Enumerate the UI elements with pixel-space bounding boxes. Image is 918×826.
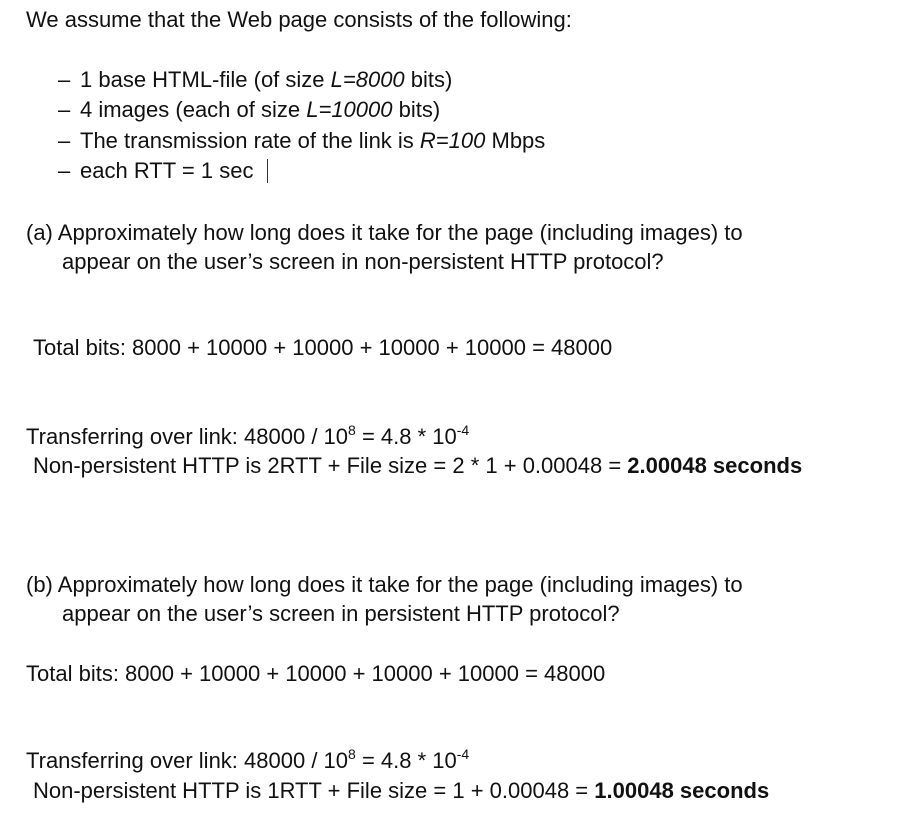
bullet-transmission-rate: – The transmission rate of the link is R=100 Mbps <box>58 128 546 153</box>
part-b-result-value: 1.00048 seconds <box>594 778 770 803</box>
part-a-result: Non-persistent HTTP is 2RTT + File size = 2 * 1 + 0.00048 = 2.00048 seconds <box>33 453 803 478</box>
part-a-transfer: Transferring over link: $48000 / 10^8 = 4.8 * 10^{-4}$ <box>26 422 470 449</box>
part-a-question-line2: appear on the user’s screen in non-persistent HTTP protocol? <box>62 249 664 274</box>
part-a-question-line1: (a) Approximately how long does it take for the page (including images) to <box>26 220 743 245</box>
bullet-images: – 4 images (each of size L=10000 bits) <box>58 97 441 122</box>
bullet-dash: – <box>58 158 71 183</box>
text-cursor <box>267 159 268 183</box>
part-a-total-bits: Total bits: 8000 + 10000 + 10000 + 10000 + 10000 = 48000 <box>33 335 613 360</box>
part-b-question-line1: (b) Approximately how long does it take for the page (including images) to <box>26 572 743 597</box>
bullet-html-file: – 1 base HTML-file (of size L=8000 bits) <box>58 67 453 92</box>
part-a-result-value: 2.00048 seconds <box>627 453 803 478</box>
part-b-total-bits: Total bits: 8000 + 10000 + 10000 + 10000 + 10000 = 48000 <box>26 661 606 686</box>
bullet-dash: – <box>58 97 71 122</box>
bullet-rtt: – each RTT = 1 sec <box>58 158 268 184</box>
part-b-question-line2: appear on the user’s screen in persistent HTTP protocol? <box>62 601 620 626</box>
part-b-transfer: Transferring over link: $48000 / 10^8 = 4.8 * 10^{-4}$ <box>26 746 470 773</box>
bullet-dash: – <box>58 67 71 92</box>
bullet-dash: – <box>58 128 71 153</box>
part-b-result: Non-persistent HTTP is 1RTT + File size = 1 + 0.00048 = 1.00048 seconds <box>33 778 770 803</box>
intro-text: We assume that the Web page consists of the following: <box>26 7 572 32</box>
